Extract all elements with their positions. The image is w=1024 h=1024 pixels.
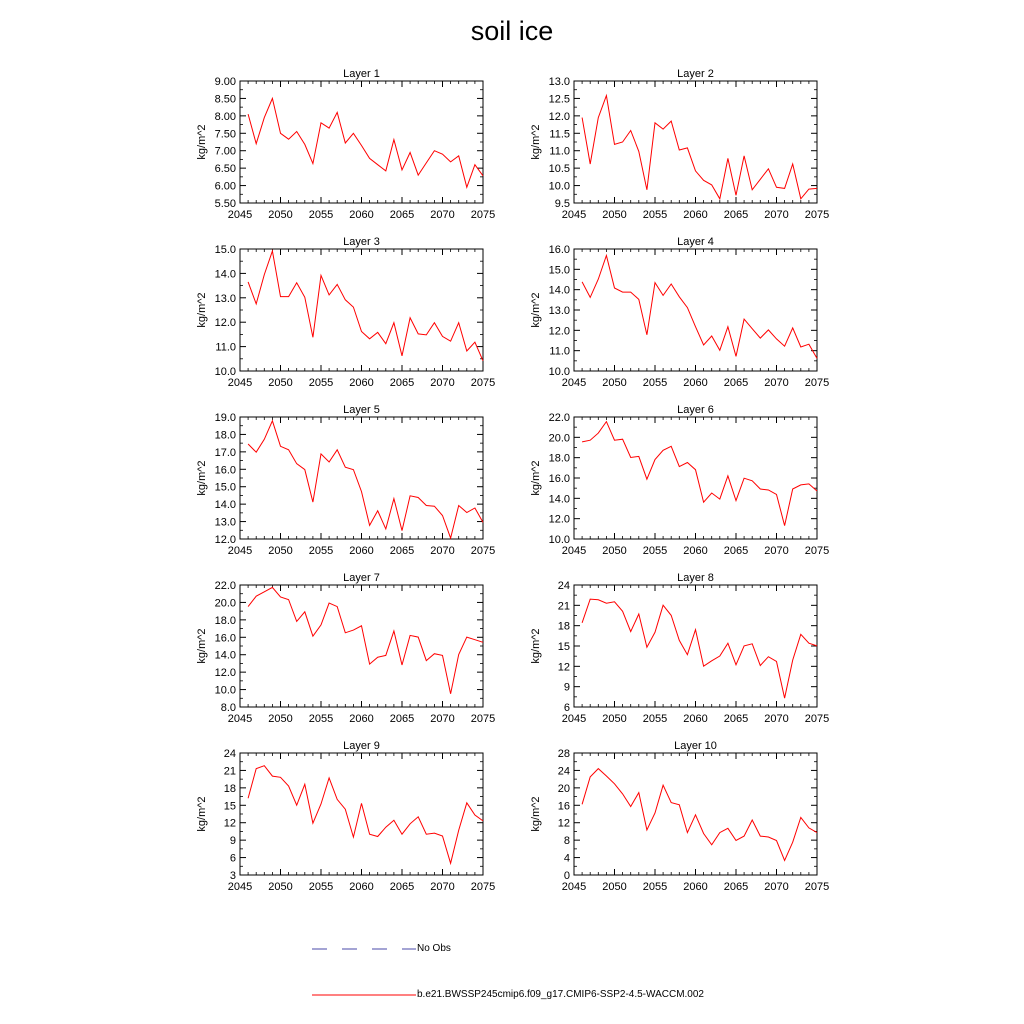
x-tick-label: 2075 — [804, 713, 830, 725]
y-tick-label: 14.0 — [214, 268, 236, 281]
y-axis-label: kg/m^2 — [196, 124, 208, 160]
chart-panel-8 — [530, 572, 829, 725]
y-tick-label: 16.0 — [214, 464, 236, 477]
panel-title: Layer 10 — [674, 740, 717, 752]
y-tick-label: 10.0 — [548, 366, 570, 378]
y-tick-label: 15.0 — [214, 481, 236, 494]
y-tick-label: 10.0 — [548, 534, 570, 546]
y-tick-label: 12.0 — [214, 534, 236, 546]
x-tick-label: 2070 — [764, 545, 789, 557]
y-axis-label: kg/m^2 — [530, 628, 542, 664]
y-tick-label: 17.0 — [214, 446, 236, 459]
chart-panel-7 — [196, 572, 495, 725]
plot-frame — [574, 417, 817, 539]
x-tick-label: 2055 — [642, 881, 668, 893]
chart-panel-6 — [530, 404, 829, 557]
x-tick-label: 2050 — [602, 377, 627, 389]
y-tick-label: 12 — [223, 817, 236, 830]
y-tick-label: 18.0 — [214, 614, 236, 627]
legend-model-label: b.e21.BWSSP245cmip6.f09_g17.CMIP6-SSP2-4.5-WACCM.002 — [417, 989, 704, 1000]
y-tick-label: 14.0 — [214, 649, 236, 662]
chart-panel-3 — [196, 236, 495, 389]
x-tick-label: 2045 — [227, 209, 253, 221]
y-tick-label: 7.00 — [214, 145, 236, 158]
x-tick-label: 2075 — [804, 545, 830, 557]
y-tick-label: 28 — [557, 748, 570, 760]
y-tick-label: 0 — [563, 870, 570, 882]
x-tick-label: 2065 — [723, 881, 749, 893]
series-line — [248, 98, 483, 187]
y-tick-label: 4 — [563, 852, 570, 865]
y-tick-label: 10.5 — [548, 163, 570, 176]
x-tick-label: 2070 — [764, 713, 789, 725]
y-tick-label: 12.0 — [548, 513, 570, 526]
x-tick-label: 2075 — [470, 377, 496, 389]
y-tick-label: 15.0 — [548, 264, 570, 277]
y-tick-label: 18 — [557, 620, 570, 633]
x-tick-label: 2075 — [470, 881, 496, 893]
x-tick-label: 2070 — [764, 881, 789, 893]
y-tick-label: 6.00 — [214, 180, 236, 193]
y-tick-label: 11.0 — [549, 145, 570, 158]
y-tick-label: 21 — [557, 600, 570, 613]
x-tick-label: 2060 — [683, 881, 708, 893]
x-tick-label: 2055 — [308, 209, 334, 221]
y-tick-label: 16.0 — [548, 244, 570, 256]
x-tick-label: 2050 — [268, 545, 293, 557]
panel-title: Layer 9 — [343, 740, 380, 752]
x-tick-label: 2045 — [561, 377, 587, 389]
y-tick-label: 22.0 — [214, 580, 236, 592]
chart-panel-1 — [196, 68, 495, 221]
y-tick-label: 22.0 — [548, 412, 570, 424]
x-tick-label: 2060 — [683, 545, 708, 557]
y-tick-label: 10.0 — [548, 180, 570, 193]
y-tick-label: 12.0 — [214, 317, 236, 330]
x-tick-label: 2070 — [764, 377, 789, 389]
y-tick-label: 12.5 — [548, 93, 570, 106]
y-tick-label: 16.0 — [214, 632, 236, 645]
panel-title: Layer 2 — [677, 68, 714, 80]
y-tick-label: 15.0 — [214, 244, 236, 256]
x-tick-label: 2060 — [683, 377, 708, 389]
x-tick-label: 2070 — [430, 545, 455, 557]
series-line — [248, 766, 483, 864]
x-tick-label: 2050 — [602, 209, 627, 221]
x-tick-label: 2070 — [430, 209, 455, 221]
y-axis-label: kg/m^2 — [196, 628, 208, 664]
y-tick-label: 8.00 — [214, 110, 236, 123]
y-tick-label: 20.0 — [214, 597, 236, 610]
y-tick-label: 20 — [557, 782, 570, 795]
y-tick-label: 14.0 — [548, 284, 570, 297]
x-tick-label: 2045 — [227, 377, 253, 389]
y-tick-label: 12.0 — [214, 667, 236, 680]
y-tick-label: 20.0 — [548, 432, 570, 445]
legend-obs-line — [312, 943, 416, 955]
x-tick-label: 2065 — [389, 209, 415, 221]
y-tick-label: 8 — [563, 835, 570, 848]
panel-title: Layer 7 — [343, 572, 380, 584]
y-tick-label: 15 — [557, 641, 570, 653]
series-line — [582, 96, 817, 199]
x-tick-label: 2060 — [349, 881, 374, 893]
x-tick-label: 2055 — [642, 377, 668, 389]
y-axis-label: kg/m^2 — [530, 292, 542, 328]
y-tick-label: 7.50 — [214, 128, 236, 141]
chart-panel-9 — [196, 740, 495, 893]
x-tick-label: 2055 — [308, 377, 334, 389]
series-line — [248, 251, 483, 361]
y-tick-label: 15 — [223, 800, 236, 813]
legend-model-line — [312, 989, 416, 1001]
plot-frame — [240, 249, 483, 371]
series-line — [582, 599, 817, 698]
panel-title: Layer 1 — [343, 68, 380, 80]
x-tick-label: 2050 — [268, 713, 293, 725]
y-tick-label: 10.0 — [214, 684, 236, 697]
y-tick-label: 11.0 — [215, 341, 236, 354]
x-tick-label: 2055 — [642, 713, 668, 725]
y-axis-label: kg/m^2 — [530, 124, 542, 160]
y-axis-label: kg/m^2 — [530, 796, 542, 832]
panel-title: Layer 3 — [343, 236, 380, 248]
y-tick-label: 9.5 — [554, 198, 570, 210]
y-axis-label: kg/m^2 — [196, 796, 208, 832]
y-tick-label: 3 — [229, 870, 236, 882]
series-line — [582, 769, 817, 861]
y-tick-label: 16 — [557, 800, 570, 813]
x-tick-label: 2070 — [764, 209, 789, 221]
x-tick-label: 2050 — [602, 713, 627, 725]
x-tick-label: 2065 — [723, 377, 749, 389]
x-tick-label: 2075 — [804, 881, 830, 893]
panel-title: Layer 8 — [677, 572, 714, 584]
x-tick-label: 2045 — [561, 209, 587, 221]
plot-frame — [240, 753, 483, 875]
x-tick-label: 2045 — [227, 881, 253, 893]
x-tick-label: 2055 — [308, 881, 334, 893]
y-tick-label: 9 — [229, 835, 236, 848]
chart-panel-5 — [196, 404, 495, 557]
y-axis-label: kg/m^2 — [196, 292, 208, 328]
x-tick-label: 2065 — [389, 545, 415, 557]
x-tick-label: 2045 — [227, 545, 253, 557]
x-tick-label: 2070 — [430, 881, 455, 893]
y-tick-label: 9.00 — [214, 76, 236, 88]
y-tick-label: 13.0 — [548, 76, 570, 88]
x-tick-label: 2045 — [561, 713, 587, 725]
x-tick-label: 2060 — [349, 713, 374, 725]
y-tick-label: 21 — [223, 765, 236, 778]
plot-frame — [240, 417, 483, 539]
y-tick-label: 12.0 — [548, 110, 570, 123]
x-tick-label: 2055 — [642, 545, 668, 557]
x-tick-label: 2070 — [430, 377, 455, 389]
x-tick-label: 2055 — [308, 713, 334, 725]
y-tick-label: 18.0 — [548, 452, 570, 465]
chart-panel-10 — [530, 740, 829, 893]
x-tick-label: 2075 — [470, 209, 496, 221]
x-tick-label: 2065 — [389, 881, 415, 893]
y-tick-label: 19.0 — [214, 412, 236, 424]
y-axis-label: kg/m^2 — [530, 460, 542, 496]
plot-frame — [240, 585, 483, 707]
x-tick-label: 2075 — [470, 545, 496, 557]
series-line — [582, 422, 817, 526]
y-tick-label: 12.0 — [548, 325, 570, 338]
x-tick-label: 2065 — [389, 713, 415, 725]
x-tick-label: 2045 — [561, 881, 587, 893]
y-tick-label: 12 — [557, 661, 570, 674]
y-tick-label: 24 — [223, 748, 236, 760]
x-tick-label: 2050 — [268, 209, 293, 221]
x-tick-label: 2050 — [602, 881, 627, 893]
x-tick-label: 2075 — [804, 209, 830, 221]
panel-title: Layer 4 — [677, 236, 714, 248]
series-line — [248, 587, 483, 693]
plot-frame — [240, 81, 483, 203]
y-tick-label: 10.0 — [214, 366, 236, 378]
x-tick-label: 2055 — [308, 545, 334, 557]
y-tick-label: 13.0 — [548, 305, 570, 317]
plot-frame — [574, 585, 817, 707]
x-tick-label: 2050 — [602, 545, 627, 557]
x-tick-label: 2050 — [268, 377, 293, 389]
panel-title: Layer 5 — [343, 404, 380, 416]
series-line — [248, 421, 483, 538]
y-tick-label: 16.0 — [548, 473, 570, 485]
y-axis-label: kg/m^2 — [196, 460, 208, 496]
plot-frame — [574, 81, 817, 203]
y-tick-label: 14.0 — [214, 499, 236, 512]
x-tick-label: 2060 — [683, 713, 708, 725]
y-tick-label: 6.50 — [214, 163, 236, 176]
y-tick-label: 6 — [229, 852, 236, 865]
chart-panel-2 — [530, 68, 829, 221]
x-tick-label: 2060 — [683, 209, 708, 221]
y-tick-label: 8.0 — [220, 702, 236, 714]
y-tick-label: 12 — [557, 817, 570, 830]
plot-frame — [574, 249, 817, 371]
page-title: soil ice — [470, 16, 554, 46]
x-tick-label: 2070 — [430, 713, 455, 725]
y-tick-label: 18 — [223, 782, 236, 795]
x-tick-label: 2060 — [349, 209, 374, 221]
x-tick-label: 2065 — [723, 209, 749, 221]
x-tick-label: 2055 — [642, 209, 668, 221]
y-tick-label: 6 — [563, 702, 570, 714]
x-tick-label: 2075 — [470, 713, 496, 725]
y-tick-label: 9 — [563, 681, 570, 694]
y-tick-label: 11.5 — [549, 128, 570, 141]
y-tick-label: 5.50 — [214, 198, 236, 210]
series-line — [582, 256, 817, 359]
x-tick-label: 2065 — [723, 545, 749, 557]
x-tick-label: 2045 — [561, 545, 587, 557]
x-tick-label: 2065 — [389, 377, 415, 389]
y-tick-label: 18.0 — [214, 429, 236, 442]
chart-panel-4 — [530, 236, 829, 389]
y-tick-label: 11.0 — [549, 345, 570, 358]
x-tick-label: 2060 — [349, 545, 374, 557]
x-tick-label: 2050 — [268, 881, 293, 893]
y-tick-label: 24 — [557, 580, 570, 592]
y-tick-label: 14.0 — [548, 493, 570, 506]
y-tick-label: 8.50 — [214, 93, 236, 106]
panel-title: Layer 6 — [677, 404, 714, 416]
y-tick-label: 24 — [557, 765, 570, 778]
y-tick-label: 13.0 — [214, 516, 236, 529]
x-tick-label: 2065 — [723, 713, 749, 725]
x-tick-label: 2060 — [349, 377, 374, 389]
legend-obs-label: No Obs — [417, 943, 451, 954]
x-tick-label: 2075 — [804, 377, 830, 389]
x-tick-label: 2045 — [227, 713, 253, 725]
y-tick-label: 13.0 — [214, 292, 236, 305]
